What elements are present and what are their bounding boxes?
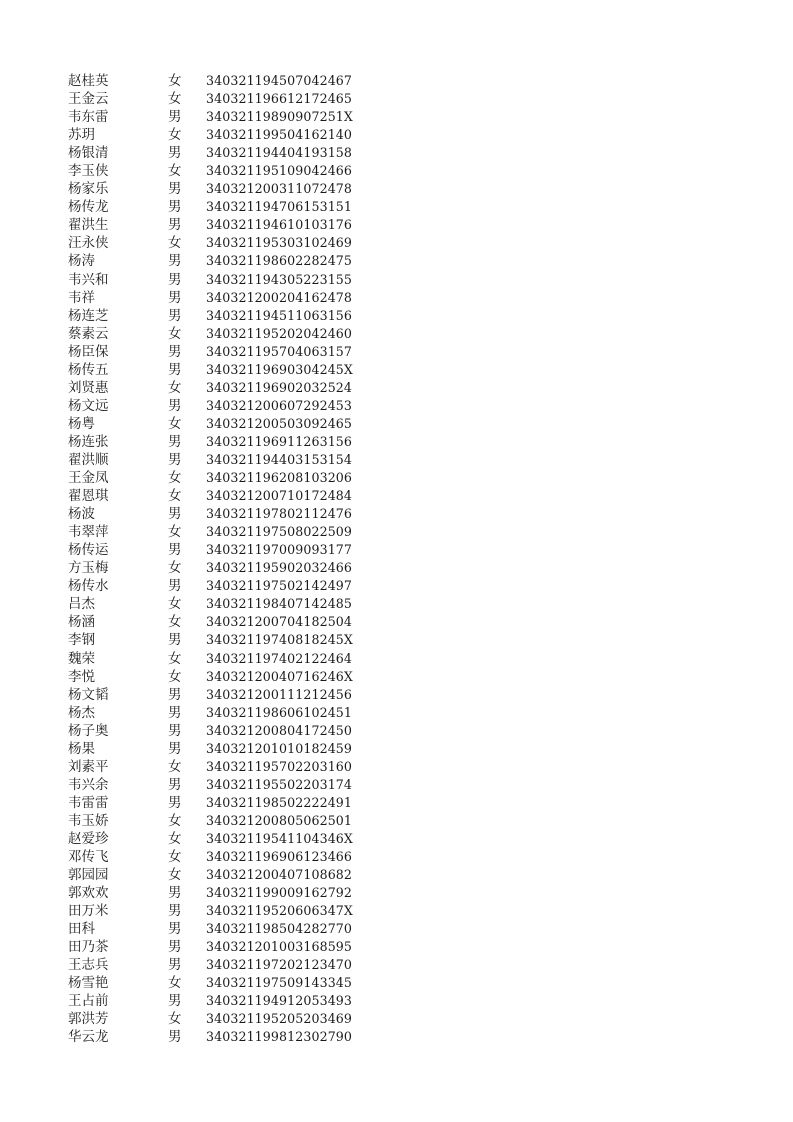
gender-cell: 男 [168, 397, 182, 414]
name-cell: 华云龙 [68, 1029, 109, 1046]
table-row [68, 144, 388, 162]
id-number-cell: 34032119541104346X [206, 830, 353, 846]
person-table [68, 72, 388, 1047]
name-cell: 郭园园 [68, 867, 109, 884]
id-number-cell: 340321195704063157 [206, 343, 353, 359]
gender-cell: 男 [168, 740, 182, 757]
table-row [68, 487, 388, 505]
id-number-cell: 340321198606102451 [206, 704, 353, 720]
table-row [68, 307, 388, 325]
gender-cell: 女 [168, 668, 182, 685]
id-number-cell: 340321195303102469 [206, 235, 353, 251]
name-cell: 杨银清 [68, 145, 109, 162]
gender-cell: 女 [168, 488, 182, 505]
gender-cell: 男 [168, 109, 182, 126]
table-row [68, 974, 388, 992]
gender-cell: 男 [168, 253, 182, 270]
table-row [68, 180, 388, 198]
id-number-cell: 34032120040716246X [206, 668, 353, 684]
table-row [68, 559, 388, 577]
gender-cell: 女 [168, 73, 182, 89]
table-row [68, 884, 388, 902]
gender-cell: 女 [168, 470, 182, 487]
table-row [68, 415, 388, 433]
gender-cell: 女 [168, 758, 182, 775]
name-cell: 刘素平 [68, 758, 109, 775]
id-number-cell: 340321197802112476 [206, 506, 353, 522]
table-row [68, 72, 388, 90]
id-number-cell: 340321194507042467 [206, 73, 353, 88]
table-row [68, 541, 388, 559]
table-row [68, 794, 388, 812]
id-number-cell: 340321195202042460 [206, 325, 353, 341]
id-number-cell: 340321198502222491 [206, 794, 353, 810]
id-number-cell: 340321195502203174 [206, 776, 353, 792]
table-row [68, 902, 388, 920]
table-row [68, 126, 388, 144]
gender-cell: 女 [168, 867, 182, 884]
id-number-cell: 340321198602282475 [206, 253, 353, 269]
table-row [68, 162, 388, 180]
table-row [68, 722, 388, 740]
table-row [68, 108, 388, 126]
gender-cell: 男 [168, 686, 182, 703]
gender-cell: 男 [168, 181, 182, 198]
table-row [68, 397, 388, 415]
id-number-cell: 340321194404193158 [206, 145, 353, 161]
gender-cell: 男 [168, 794, 182, 811]
gender-cell: 女 [168, 325, 182, 342]
id-number-cell: 340321194305223155 [206, 271, 353, 287]
id-number-cell: 340321195702203160 [206, 758, 353, 774]
table-row [68, 866, 388, 884]
gender-cell: 男 [168, 939, 182, 956]
gender-cell: 男 [168, 885, 182, 902]
table-row [68, 325, 388, 343]
table-row [68, 361, 388, 379]
name-cell: 杨传龙 [68, 199, 109, 216]
gender-cell: 男 [168, 307, 182, 324]
id-number-cell: 340321200311072478 [206, 181, 353, 197]
table-row [68, 577, 388, 595]
gender-cell: 女 [168, 415, 182, 432]
gender-cell: 男 [168, 722, 182, 739]
name-cell: 杨粤 [68, 415, 95, 432]
name-cell: 郭洪芳 [68, 1011, 109, 1028]
name-cell: 杨雪艳 [68, 975, 109, 992]
name-cell: 苏玥 [68, 127, 95, 144]
table-row [68, 830, 388, 848]
name-cell: 刘贤惠 [68, 379, 109, 396]
table-row [68, 613, 388, 631]
id-number-cell: 340321197009093177 [206, 542, 353, 558]
name-cell: 赵桂英 [68, 73, 109, 89]
table-row [68, 938, 388, 956]
id-number-cell: 34032119520606347X [206, 903, 353, 919]
table-row [68, 920, 388, 938]
table-row [68, 198, 388, 216]
name-cell: 韦玉娇 [68, 812, 109, 829]
name-cell: 方玉梅 [68, 560, 109, 577]
name-cell: 杨杰 [68, 704, 95, 721]
gender-cell: 男 [168, 217, 182, 234]
table-row [68, 776, 388, 794]
gender-cell: 男 [168, 903, 182, 920]
name-cell: 郭欢欢 [68, 885, 109, 902]
name-cell: 韦翠萍 [68, 524, 109, 541]
table-row [68, 740, 388, 758]
gender-cell: 女 [168, 524, 182, 541]
gender-cell: 女 [168, 830, 182, 847]
id-number-cell: 340321195205203469 [206, 1011, 353, 1027]
id-number-cell: 340321194403153154 [206, 451, 353, 467]
id-number-cell: 34032119740818245X [206, 632, 353, 648]
table-row [68, 848, 388, 866]
id-number-cell: 340321197402122464 [206, 650, 353, 666]
id-number-cell: 340321194511063156 [206, 307, 353, 323]
name-cell: 李玉侠 [68, 163, 109, 180]
id-number-cell: 340321197502142497 [206, 578, 353, 594]
gender-cell: 女 [168, 235, 182, 252]
id-number-cell: 340321200503092465 [206, 415, 353, 431]
gender-cell: 男 [168, 361, 182, 378]
table-row [68, 992, 388, 1010]
id-number-cell: 340321200607292453 [206, 397, 353, 413]
table-row [68, 469, 388, 487]
name-cell: 王金凤 [68, 470, 109, 487]
gender-cell: 男 [168, 506, 182, 523]
name-cell: 杨涵 [68, 614, 95, 631]
id-number-cell: 340321196906123466 [206, 849, 353, 865]
gender-cell: 男 [168, 776, 182, 793]
name-cell: 杨传五 [68, 361, 109, 378]
table-row [68, 704, 388, 722]
gender-cell: 女 [168, 379, 182, 396]
name-cell: 翟恩琪 [68, 488, 109, 505]
name-cell: 杨连芝 [68, 307, 109, 324]
table-row [68, 289, 388, 307]
name-cell: 王占前 [68, 993, 109, 1010]
gender-cell: 女 [168, 650, 182, 667]
name-cell: 韦祥 [68, 289, 95, 306]
name-cell: 王金云 [68, 91, 109, 108]
gender-cell: 男 [168, 451, 182, 468]
gender-cell: 女 [168, 560, 182, 577]
name-cell: 田乃茶 [68, 939, 109, 956]
name-cell: 杨家乐 [68, 181, 109, 198]
id-number-cell: 340321195109042466 [206, 163, 353, 179]
gender-cell: 女 [168, 1011, 182, 1028]
name-cell: 吕杰 [68, 596, 95, 613]
name-cell: 韦兴和 [68, 271, 109, 288]
table-row [68, 668, 388, 686]
table-row [68, 758, 388, 776]
id-number-cell: 340321199009162792 [206, 885, 353, 901]
gender-cell: 男 [168, 542, 182, 559]
name-cell: 李钢 [68, 632, 95, 649]
id-number-cell: 340321200111212456 [206, 686, 353, 702]
name-cell: 蔡素云 [68, 325, 109, 342]
table-row [68, 252, 388, 270]
gender-cell: 男 [168, 578, 182, 595]
name-cell: 韦兴余 [68, 776, 109, 793]
gender-cell: 男 [168, 145, 182, 162]
gender-cell: 男 [168, 1029, 182, 1046]
table-row [68, 505, 388, 523]
id-number-cell: 340321199504162140 [206, 127, 353, 143]
name-cell: 李悦 [68, 668, 95, 685]
gender-cell: 男 [168, 343, 182, 360]
gender-cell: 男 [168, 993, 182, 1010]
table-row [68, 433, 388, 451]
gender-cell: 男 [168, 921, 182, 938]
name-cell: 田万米 [68, 903, 109, 920]
gender-cell: 男 [168, 289, 182, 306]
table-row [68, 216, 388, 234]
id-number-cell: 340321196902032524 [206, 379, 353, 395]
table-row [68, 523, 388, 541]
id-number-cell: 340321197509143345 [206, 975, 353, 991]
id-number-cell: 340321200704182504 [206, 614, 353, 630]
name-cell: 杨连张 [68, 433, 109, 450]
table-row [68, 812, 388, 830]
table-row [68, 451, 388, 469]
name-cell: 杨子奥 [68, 722, 109, 739]
gender-cell: 女 [168, 812, 182, 829]
table-row [68, 379, 388, 397]
id-number-cell: 340321200407108682 [206, 867, 353, 883]
gender-cell: 男 [168, 199, 182, 216]
name-cell: 杨果 [68, 740, 95, 757]
name-cell: 汪永侠 [68, 235, 109, 252]
id-number-cell: 340321198407142485 [206, 596, 353, 612]
id-number-cell: 34032119890907251X [206, 109, 353, 125]
gender-cell: 男 [168, 632, 182, 649]
table-row [68, 956, 388, 974]
id-number-cell: 340321196208103206 [206, 470, 353, 486]
id-number-cell: 340321198504282770 [206, 921, 353, 937]
name-cell: 杨传水 [68, 578, 109, 595]
table-row [68, 631, 388, 649]
name-cell: 杨涛 [68, 253, 95, 270]
table-row [68, 234, 388, 252]
id-number-cell: 340321195902032466 [206, 560, 353, 576]
gender-cell: 男 [168, 957, 182, 974]
id-number-cell: 340321196911263156 [206, 433, 353, 449]
gender-cell: 男 [168, 271, 182, 288]
id-number-cell: 340321199812302790 [206, 1029, 353, 1045]
gender-cell: 女 [168, 163, 182, 180]
name-cell: 邓传飞 [68, 849, 109, 866]
gender-cell: 女 [168, 614, 182, 631]
table-row [68, 1010, 388, 1028]
table-row [68, 90, 388, 108]
id-number-cell: 340321200804172450 [206, 722, 353, 738]
id-number-cell: 34032119690304245X [206, 361, 353, 377]
id-number-cell: 340321194610103176 [206, 217, 353, 233]
name-cell: 田科 [68, 921, 95, 938]
name-cell: 杨传运 [68, 542, 109, 559]
name-cell: 魏荣 [68, 650, 95, 667]
gender-cell: 女 [168, 91, 182, 108]
name-cell: 韦东雷 [68, 109, 109, 126]
id-number-cell: 340321194912053493 [206, 993, 353, 1009]
id-number-cell: 340321196612172465 [206, 91, 353, 107]
id-number-cell: 340321194706153151 [206, 199, 353, 215]
name-cell: 王志兵 [68, 957, 109, 974]
name-cell: 翟洪生 [68, 217, 109, 234]
gender-cell: 女 [168, 849, 182, 866]
id-number-cell: 340321200204162478 [206, 289, 353, 305]
id-number-cell: 340321197202123470 [206, 957, 353, 973]
name-cell: 韦雷雷 [68, 794, 109, 811]
gender-cell: 女 [168, 596, 182, 613]
id-number-cell: 340321200710172484 [206, 488, 353, 504]
id-number-cell: 340321197508022509 [206, 524, 353, 540]
id-number-cell: 340321201003168595 [206, 939, 353, 955]
name-cell: 翟洪顺 [68, 451, 109, 468]
table-row [68, 686, 388, 704]
gender-cell: 女 [168, 127, 182, 144]
name-cell: 杨臣保 [68, 343, 109, 360]
name-cell: 杨文韬 [68, 686, 109, 703]
name-cell: 杨文远 [68, 397, 109, 414]
gender-cell: 男 [168, 704, 182, 721]
name-cell: 杨波 [68, 506, 95, 523]
id-number-cell: 340321200805062501 [206, 812, 353, 828]
gender-cell: 女 [168, 975, 182, 992]
table-row [68, 271, 388, 289]
name-cell: 赵爱珍 [68, 830, 109, 847]
id-number-cell: 340321201010182459 [206, 740, 353, 756]
table-row [68, 595, 388, 613]
table-row [68, 1028, 388, 1046]
table-row [68, 650, 388, 668]
gender-cell: 男 [168, 433, 182, 450]
table-row [68, 343, 388, 361]
